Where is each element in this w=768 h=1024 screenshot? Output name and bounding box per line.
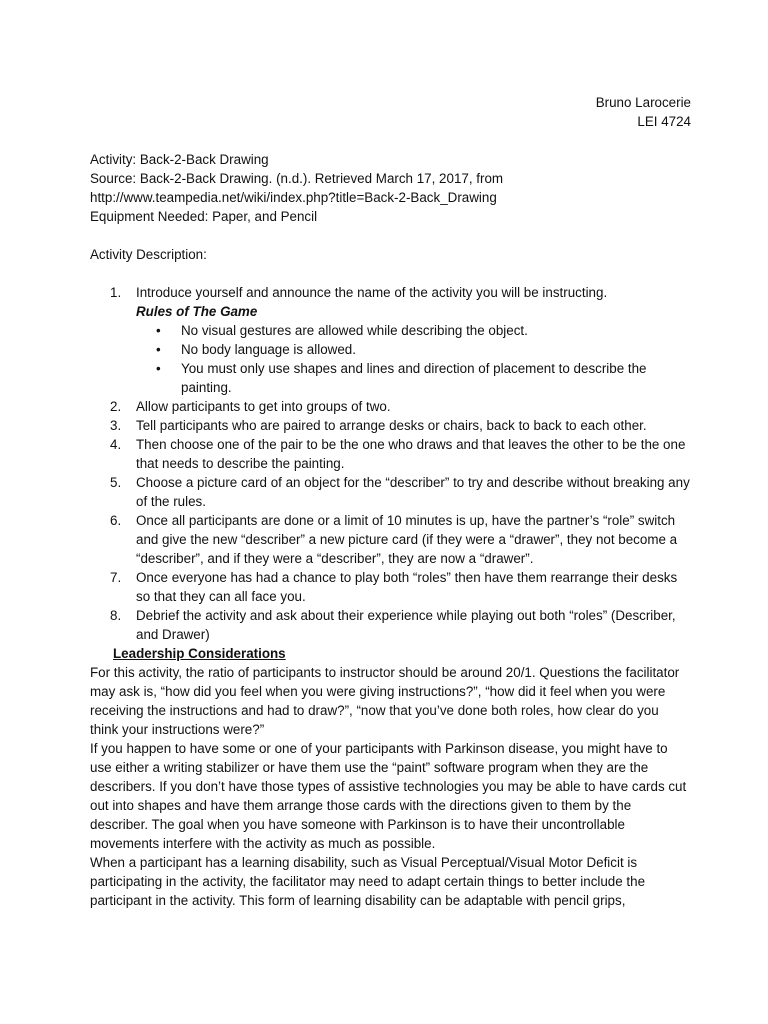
step-number: 4. — [110, 437, 122, 452]
step-text: Once all participants are done or a limit of 10 minutes is up, have the partner’s “role” switch and give the new “describer” a new picture card (if they were a “drawer”, they not become a “describer”, and if they were a “describer”, they are now a “drawer”. — [136, 513, 678, 566]
rules-title: Rules of The Game — [136, 304, 258, 319]
step-number: 7. — [110, 570, 122, 585]
list-item — [90, 416, 690, 435]
rule-text: No visual gestures are allowed while describing the object. — [181, 323, 528, 338]
step-number: 8. — [110, 608, 122, 623]
steps-list — [90, 283, 690, 644]
rule-text: You must only use shapes and lines and direction of placement to describe the painting. — [181, 361, 647, 395]
bullet-icon: • — [156, 323, 161, 338]
list-item — [90, 568, 690, 606]
list-item — [90, 283, 690, 397]
equipment-line — [90, 207, 690, 226]
list-item — [136, 321, 690, 340]
list-item — [90, 397, 690, 416]
leadership-paragraph: For this activity, the ratio of participants to instructor should be around 20/1. Questions the facilitator may ask is, “how did you feel when you were giving instructions?”, “how did it feel when you were receiving the instructions and had to draw?”, “now that you’ve done both roles, how clear do you think your instructions were?” — [90, 665, 680, 737]
activity-value: Back-2-Back Drawing — [139, 152, 269, 167]
source-url: http://www.teampedia.net/wiki/index.php?title=Back-2-Back_Drawing — [90, 190, 497, 205]
step-text: Debrief the activity and ask about their experience while playing out both “roles” (Describer, and Drawer) — [136, 608, 676, 642]
author-name: Bruno Larocerie — [595, 95, 691, 110]
course-code: LEI 4724 — [637, 114, 691, 129]
list-item — [90, 435, 690, 473]
source-value: Back-2-Back Drawing. (n.d.). Retrieved March 17, 2017, from — [139, 171, 504, 186]
source-line — [90, 169, 690, 188]
description-heading: Activity Description: — [90, 247, 207, 262]
source-label: Source: — [90, 171, 137, 186]
equipment-value: Paper, and Pencil — [212, 209, 318, 224]
parkinson-paragraph: If you happen to have some or one of your participants with Parkinson disease, you might have to use either a writing stabilizer or have them use the “paint” software program when they are the describers. If you don’t have those types of assistive technologies you may be able to have cards cut out into shapes and have them arrange those cards with the directions given to them by the describer. The goal when you have someone with Parkinson is to have their uncontrollable movements interfere with the activity as much as possible. — [90, 741, 687, 851]
step-number: 2. — [110, 399, 122, 414]
equipment-label: Equipment Needed: — [90, 209, 209, 224]
step-text: Choose a picture card of an object for the “describer” to try and describe without breaking any of the rules. — [136, 475, 690, 509]
step-number: 6. — [110, 513, 122, 528]
learning-disability-paragraph: When a participant has a learning disability, such as Visual Perceptual/Visual Motor Deficit is participating in the activity, the facilitator may need to adapt certain things to better include the participant in the activity. This form of learning disability can be adaptable with pencil grips, — [90, 855, 646, 908]
list-item — [136, 340, 690, 359]
step-text: Introduce yourself and announce the name of the activity you will be instructing. — [136, 285, 608, 300]
leadership-heading: Leadership Considerations — [113, 646, 286, 661]
step-number: 3. — [110, 418, 122, 433]
bullet-icon: • — [156, 342, 161, 357]
bullet-icon: • — [156, 361, 161, 376]
list-item — [90, 511, 690, 568]
list-item — [136, 359, 690, 397]
list-item — [90, 473, 690, 511]
author-block — [90, 93, 691, 131]
step-number: 1. — [110, 285, 122, 300]
activity-label: Activity: — [90, 152, 137, 167]
step-text: Tell participants who are paired to arrange desks or chairs, back to back to each other. — [136, 418, 647, 433]
rule-text: No body language is allowed. — [181, 342, 356, 357]
step-text: Allow participants to get into groups of two. — [136, 399, 391, 414]
rules-list — [136, 321, 690, 397]
activity-line — [90, 150, 690, 169]
step-text: Then choose one of the pair to be the one who draws and that leaves the other to be the one that needs to describe the painting. — [136, 437, 686, 471]
step-number: 5. — [110, 475, 122, 490]
list-item — [90, 606, 690, 644]
step-text: Once everyone has had a chance to play both “roles” then have them rearrange their desks so that they can all face you. — [136, 570, 678, 604]
